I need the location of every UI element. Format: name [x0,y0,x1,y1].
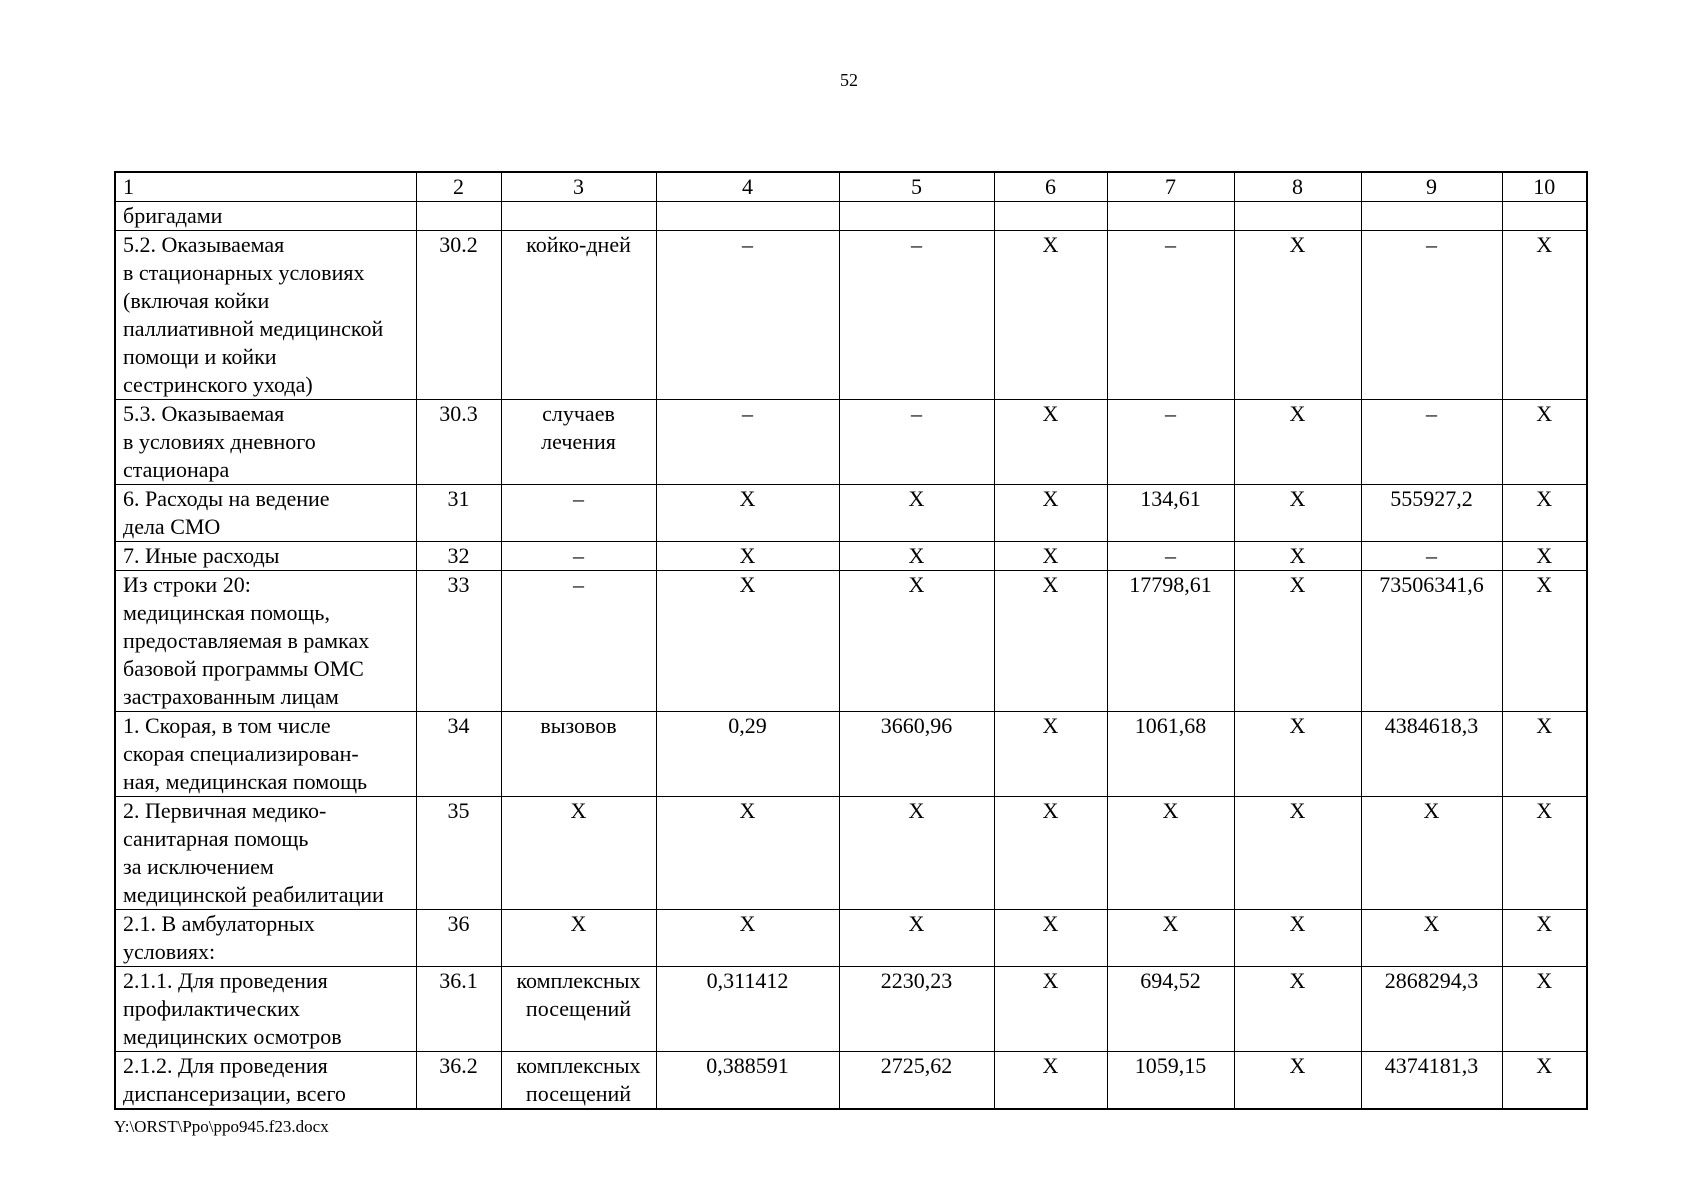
table-cell-col-2: 34 [416,712,501,797]
table-cell-col-3: комплексных посещений [501,1052,656,1110]
table-cell-col-8: Х [1234,485,1361,542]
table-cell-col-8: Х [1234,571,1361,712]
table-cell-col-5: Х [839,485,994,542]
table-cell-col-10: Х [1502,571,1587,712]
table-cell-col-4: Х [656,542,839,571]
table-cell-col-9: – [1361,542,1502,571]
table-cell-col-2: 2 [416,172,501,202]
table-cell-col-3: комплексных посещений [501,967,656,1052]
table-cell-col-5: 2230,23 [839,967,994,1052]
table-cell-col-10: Х [1502,542,1587,571]
table-cell-col-1: 2.1.1. Для проведения профилактических медицинских осмотров [115,967,416,1052]
table-cell-col-1: 5.2. Оказываемая в стационарных условиях (включая койки паллиативной медицинской помощи и койки сестринского ухода) [115,231,416,400]
table-row [115,712,1587,797]
data-table [114,171,1588,1110]
table-row [115,231,1587,400]
table-cell-col-9: 2868294,3 [1361,967,1502,1052]
table-cell-col-7: – [1107,400,1234,485]
table-cell-col-9: Х [1361,910,1502,967]
table-cell-col-3: случаев лечения [501,400,656,485]
table-header-row [115,172,1587,202]
table-cell-col-2: 36.1 [416,967,501,1052]
table-cell-col-6: Х [994,231,1107,400]
table-row [115,967,1587,1052]
table-cell-col-10 [1502,202,1587,231]
table-cell-col-5: 5 [839,172,994,202]
table-cell-col-2: 36 [416,910,501,967]
table-cell-col-5: Х [839,571,994,712]
table-cell-col-8 [1234,202,1361,231]
table-cell-col-2: 35 [416,797,501,910]
table-cell-col-2: 30.2 [416,231,501,400]
table-cell-col-2 [416,202,501,231]
table-cell-col-7: 7 [1107,172,1234,202]
table-cell-col-5: – [839,400,994,485]
table-cell-col-3: койко-дней [501,231,656,400]
table-cell-col-6: Х [994,712,1107,797]
table-cell-col-10: Х [1502,712,1587,797]
table-cell-col-4: 0,29 [656,712,839,797]
table-row [115,571,1587,712]
table-cell-col-9: 9 [1361,172,1502,202]
table-cell-col-10: Х [1502,400,1587,485]
table-cell-col-6: Х [994,967,1107,1052]
data-table-container [114,171,1586,1110]
table-cell-col-8: Х [1234,712,1361,797]
table-cell-col-9: 555927,2 [1361,485,1502,542]
table-cell-col-6: Х [994,1052,1107,1110]
table-cell-col-9: 4384618,3 [1361,712,1502,797]
table-cell-col-2: 33 [416,571,501,712]
table-cell-col-4: 0,311412 [656,967,839,1052]
table-cell-col-7: 134,61 [1107,485,1234,542]
table-cell-col-6: 6 [994,172,1107,202]
table-cell-col-8: Х [1234,542,1361,571]
table-cell-col-9: 4374181,3 [1361,1052,1502,1110]
table-row [115,542,1587,571]
table-cell-col-4: Х [656,797,839,910]
page-number: 52 [840,70,858,90]
table-cell-col-7: Х [1107,910,1234,967]
table-cell-col-5: 3660,96 [839,712,994,797]
table-cell-col-1: Из строки 20: медицинская помощь, предоставляемая в рамках базовой программы ОМС застрахованным лицам [115,571,416,712]
table-cell-col-4: – [656,400,839,485]
table-cell-col-10: 10 [1502,172,1587,202]
table-cell-col-3 [501,202,656,231]
table-row [115,910,1587,967]
table-cell-col-5: Х [839,910,994,967]
table-cell-col-4: 4 [656,172,839,202]
table-cell-col-4: Х [656,485,839,542]
table-cell-col-10: Х [1502,485,1587,542]
table-cell-col-8: Х [1234,1052,1361,1110]
table-cell-col-2: 30.3 [416,400,501,485]
table-cell-col-10: Х [1502,797,1587,910]
table-cell-col-8: Х [1234,797,1361,910]
table-cell-col-10: Х [1502,231,1587,400]
table-cell-col-5: 2725,62 [839,1052,994,1110]
table-cell-col-4: Х [656,571,839,712]
table-cell-col-6 [994,202,1107,231]
table-cell-col-4: Х [656,910,839,967]
table-cell-col-9: – [1361,231,1502,400]
table-cell-col-6: Х [994,571,1107,712]
table-cell-col-1: бригадами [115,202,416,231]
table-cell-col-3: – [501,542,656,571]
table-cell-col-10: Х [1502,1052,1587,1110]
table-cell-col-7: – [1107,231,1234,400]
table-cell-col-1: 1. Скорая, в том числе скорая специализирован- ная, медицинская помощь [115,712,416,797]
table-cell-col-6: Х [994,797,1107,910]
table-cell-col-4 [656,202,839,231]
table-cell-col-4: – [656,231,839,400]
table-cell-col-5: – [839,231,994,400]
table-cell-col-6: Х [994,542,1107,571]
table-cell-col-2: 36.2 [416,1052,501,1110]
table-cell-col-5: Х [839,797,994,910]
table-cell-col-7: Х [1107,797,1234,910]
table-cell-col-3: 3 [501,172,656,202]
table-cell-col-4: 0,388591 [656,1052,839,1110]
table-cell-col-1: 1 [115,172,416,202]
table-cell-col-3: вызовов [501,712,656,797]
table-cell-col-2: 32 [416,542,501,571]
table-cell-col-8: Х [1234,400,1361,485]
table-cell-col-1: 2. Первичная медико- санитарная помощь за исключением медицинской реабилитации [115,797,416,910]
table-cell-col-8: Х [1234,910,1361,967]
table-cell-col-7: – [1107,542,1234,571]
table-cell-col-10: Х [1502,910,1587,967]
table-cell-col-5 [839,202,994,231]
table-cell-col-7 [1107,202,1234,231]
table-cell-col-7: 1059,15 [1107,1052,1234,1110]
table-cell-col-5: Х [839,542,994,571]
table-row [115,1052,1587,1110]
table-cell-col-9: Х [1361,797,1502,910]
table-cell-col-2: 31 [416,485,501,542]
table-cell-col-8: Х [1234,967,1361,1052]
table-cell-col-1: 2.1. В амбулаторных условиях: [115,910,416,967]
table-cell-col-8: Х [1234,231,1361,400]
table-cell-col-10: Х [1502,967,1587,1052]
table-cell-col-1: 5.3. Оказываемая в условиях дневного стационара [115,400,416,485]
table-cell-col-9: 73506341,6 [1361,571,1502,712]
table-cell-col-7: 694,52 [1107,967,1234,1052]
table-cell-col-8: 8 [1234,172,1361,202]
table-row [115,400,1587,485]
table-cell-col-1: 7. Иные расходы [115,542,416,571]
table-cell-col-1: 2.1.2. Для проведения диспансеризации, всего [115,1052,416,1110]
table-cell-col-3: Х [501,797,656,910]
table-cell-col-3: – [501,485,656,542]
table-row [115,202,1587,231]
table-cell-col-6: Х [994,910,1107,967]
table-cell-col-3: – [501,571,656,712]
table-cell-col-6: Х [994,485,1107,542]
table-row [115,797,1587,910]
table-cell-col-7: 17798,61 [1107,571,1234,712]
table-row [115,485,1587,542]
footer-file-path: Y:\ORST\Ppo\ppo945.f23.docx [114,1117,329,1136]
table-cell-col-6: Х [994,400,1107,485]
table-cell-col-7: 1061,68 [1107,712,1234,797]
table-cell-col-3: Х [501,910,656,967]
table-cell-col-9 [1361,202,1502,231]
table-cell-col-1: 6. Расходы на ведение дела СМО [115,485,416,542]
table-cell-col-9: – [1361,400,1502,485]
